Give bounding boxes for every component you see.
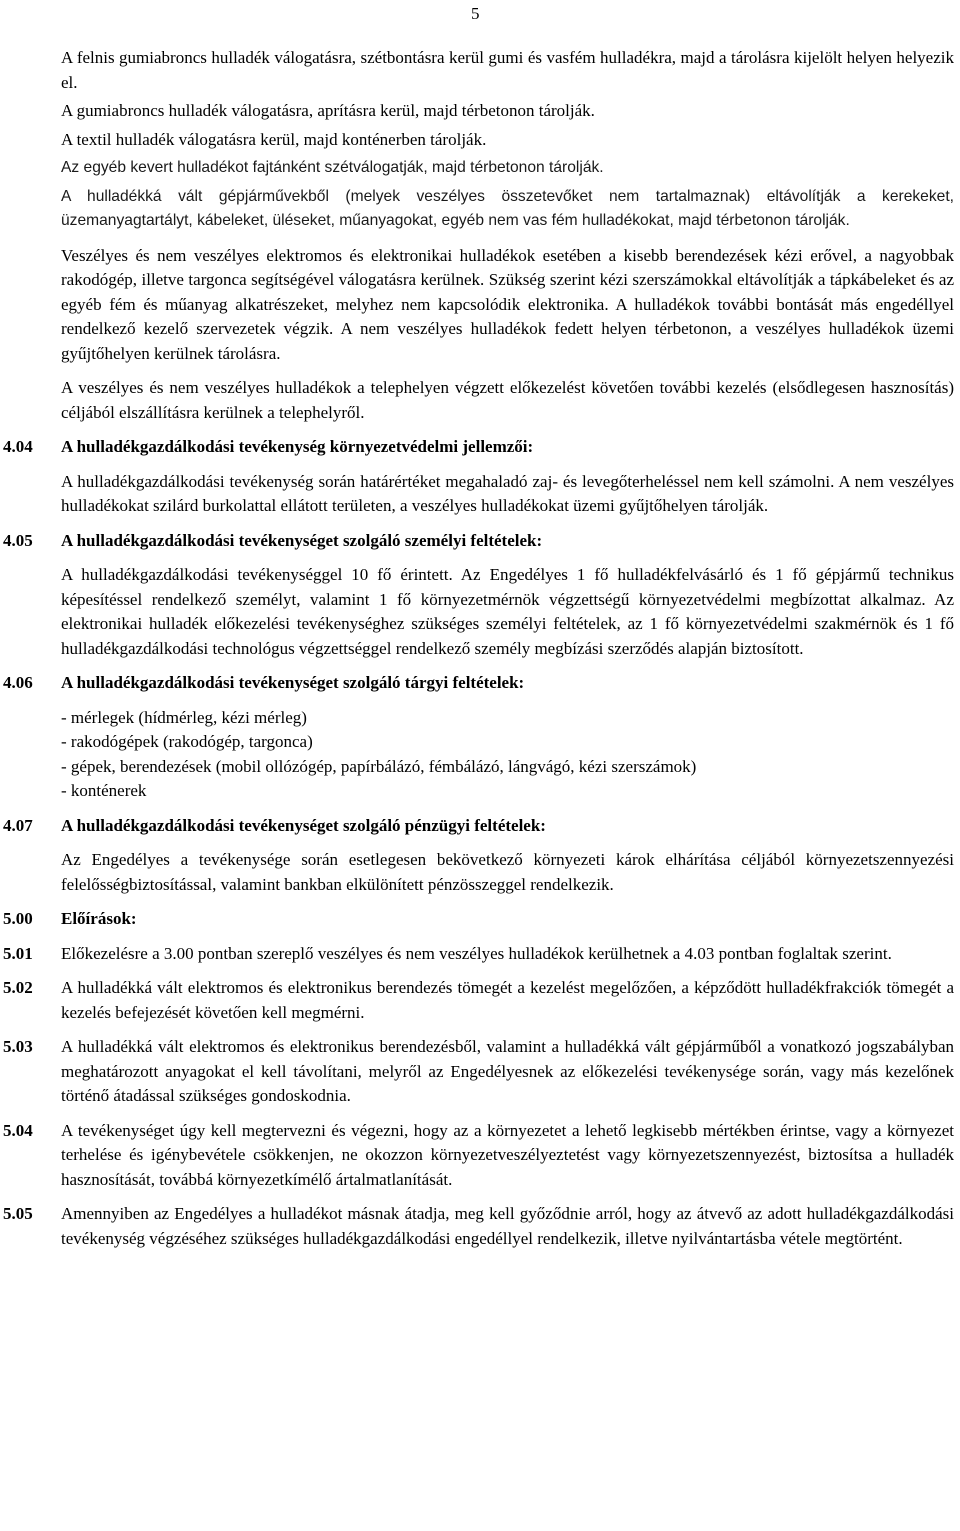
list-item: - rakodógépek (rakodógép, targonca) [61,732,313,751]
paragraph-vehicles: A hulladékká vált gépjárművekből (melyek veszélyes összetevőket nem tartalmaznak) eltávolítják a kerekeket, üzemanyagtartályt, kábeleket, üléseket, műanyagokat, egyéb nem vas fém hulladékokat, majd térbetonon tárolják. [61,187,954,229]
rule-5-01 [3,942,954,967]
paragraph-transport: A veszélyes és nem veszélyes hulladékok a telephelyen végzett előkezelést követően további kezelés (elsődlegesen hasznosítás) céljából elszállításra kerülnek a telephelyről. [61,378,954,422]
paragraph-tire-waste: A gumiabroncs hulladék válogatásra, aprításra kerül, majd térbetonon tárolják. [61,101,595,120]
section-text-4-07: Az Engedélyes a tevékenysége során esetlegesen bekövetkező környezeti károk elhárítása céljából környezetszennyezési felelősségbiztosítással, valamint bankban elkülönített pénzösszeggel rendelkezik. [61,850,954,894]
section-number: 4.04 [3,437,33,456]
section-text-4-05: A hulladékgazdálkodási tevékenységgel 10 fő érintett. Az Engedélyes 1 fő hulladékfelvásárló és 1 fő gépjármű technikus képesítéssel rendelkező személyt, valamint 1 fő környezetmérnök végzettségű környezetvédelmi megbízottat alkalmaz. Az elektronikai hulladék előkezelési tevékenységhez szükséges személyi feltételek, az 1 fő környezetvédelmi szakmérnök és 1 fő hulladékgazdálkodási technológus végzettséggel rendelkező személy megbízási szerződés alapján biztosított. [61,565,954,658]
rule-number: 5.01 [3,943,33,963]
section-number: 4.06 [3,673,33,692]
rule-text: Előkezelésre a 3.00 pontban szereplő veszélyes és nem veszélyes hulladékok kerülhetnek a 4.03 pontban foglaltak szerint. [61,943,892,963]
paragraph-mixed-waste: Az egyéb kevert hulladékot fajtánként szétválogatják, majd térbetonon tárolják. [61,159,604,176]
section-title: A hulladékgazdálkodási tevékenységet szolgáló személyi feltételek: [61,530,543,550]
page-number: 5 [471,4,480,23]
section-heading-4-04 [3,435,954,460]
rule-text: A hulladékká vált elektromos és elektronikus berendezés tömegét a kezelést megelőzően, a képződött hulladékfrakciók tömegét a kezelés befejezését követően kell megmérni. [61,978,954,1022]
section-number: 5.00 [3,909,33,928]
section-heading-4-07 [3,814,954,839]
section-heading-4-06 [3,671,954,696]
list-item: - gépek, berendezések (mobil ollózógép, papírbálázó, fémbálázó, lángvágó, kézi szerszámok) [61,756,697,776]
rule-5-05 [3,1202,954,1251]
paragraph-electronics: Veszélyes és nem veszélyes elektromos és elektronikai hulladékok esetében a kisebb berendezések kézi erővel, a nagyobbak rakodógép, illetve targonca segítségével válogatásra kerülnek. Szükség szerint kézi szerszámokkal eltávolítják a tápkábeleket és az egyéb fém és műanyag alkatrészeket, melyhez nem kapcsolódik elektronika. A hulladékok további bontását más engedéllyel rendelkező kezelő szervezetek végzik. A nem veszélyes hulladékok fedett helyen térbetonon, a veszélyes hulladékok üzemi gyűjtőhelyen kerülnek tárolásra. [61,245,954,363]
equipment-list [61,706,954,804]
section-number: 4.05 [3,530,33,550]
rule-number: 5.05 [3,1204,33,1223]
paragraph-textile-waste: A textil hulladék válogatásra kerül, majd konténerben tárolják. [61,129,487,149]
document-body [0,46,960,1261]
section-text-4-04: A hulladékgazdálkodási tevékenység során határértéket megahaladó zaj- és levegőterheléssel nem kell számolni. A nem veszélyes hulladékokat szilárd burkolattal ellátott területen, a veszélyes hulladékokat üzemi gyűjtőhelyen tárolják. [61,471,954,515]
rule-5-03 [3,1035,954,1109]
section-title: A hulladékgazdálkodási tevékenység környezetvédelmi jellemzői: [61,437,534,456]
list-item: - konténerek [61,781,147,800]
rule-number: 5.04 [3,1120,33,1140]
section-heading-4-05 [3,529,954,554]
rule-number: 5.02 [3,978,33,997]
section-heading-5-00 [3,907,954,932]
rule-number: 5.03 [3,1037,33,1056]
rule-5-02 [3,976,954,1025]
rule-text: A tevékenységet úgy kell megtervezni és végezni, hogy az a környezetet a lehető legkisebb mértékben érintse, vagy a környezet terhelése és igénybevétele csökkenjen, ne okozzon környezetveszélyeztetést vagy környezetszennyezést, biztosítsa a hulladék hasznosítását, továbbá környezetkímélő ártalmatlanítását. [61,1120,954,1189]
section-title: A hulladékgazdálkodási tevékenységet szolgáló tárgyi feltételek: [61,673,525,692]
rule-text: Amennyiben az Engedélyes a hulladékot másnak átadja, meg kell győződnie arról, hogy az átvevő az adott hulladékgazdálkodási tevékenység végzéséhez szükséges hulladékgazdálkodási engedéllyel rendelkezik, illetve nyilvántartásba vétele megtörtént. [61,1204,954,1248]
rule-5-04 [3,1119,954,1193]
section-title: A hulladékgazdálkodási tevékenységet szolgáló pénzügyi feltételek: [61,815,546,835]
section-title: Előírások: [61,909,137,928]
section-number: 4.07 [3,815,33,835]
list-item: - mérlegek (hídmérleg, kézi mérleg) [61,707,307,727]
paragraph-rim-tires: A felnis gumiabroncs hulladék válogatásra, szétbontásra kerül gumi és vasfém hulladékra, majd a tárolásra kijelölt helyen helyezik el. [61,48,954,92]
rule-text: A hulladékká vált elektromos és elektronikus berendezésből, valamint a hulladékká vált gépjárműből a vonatkozó jogszabályban meghatározott anyagokat el kell távolítani, melyről az Engedélyesnek az előkezelési tevékenysége során, vagy más kezelőnek történő átadással szükséges gondoskodnia. [61,1037,954,1105]
